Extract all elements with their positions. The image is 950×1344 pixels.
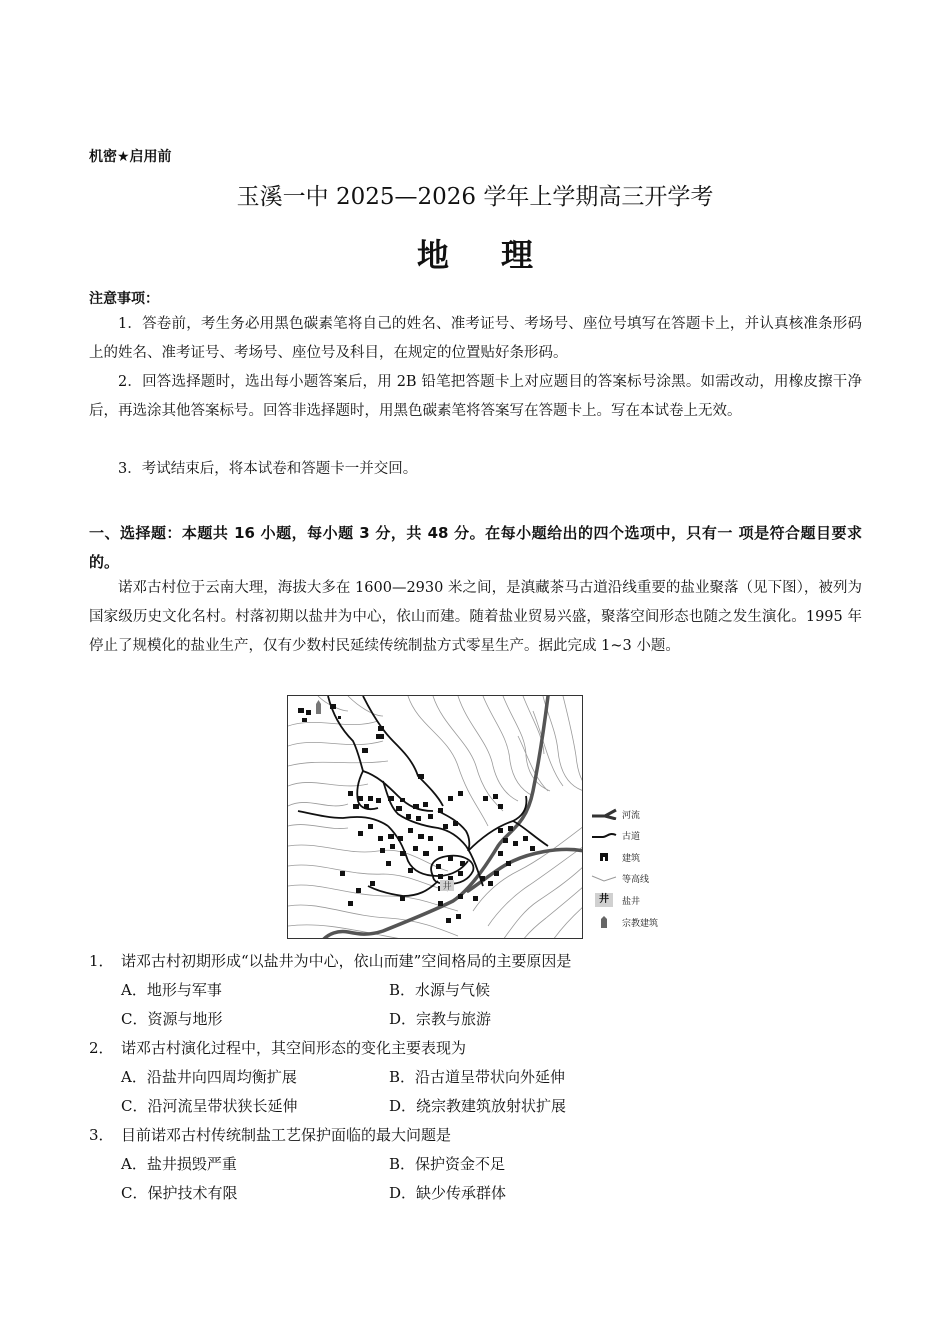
map-drawing	[288, 696, 583, 939]
legend-item-building: 建筑	[590, 848, 640, 866]
contour-line-icon	[590, 873, 618, 883]
notice-item-3: 3．考试结束后，将本试卷和答题卡一并交回。	[118, 461, 418, 477]
legend-item-religious: 宗教建筑	[590, 913, 658, 931]
question-2: 2． 诺邓古村演化过程中，其空间形态的变化主要表现为	[89, 1039, 467, 1057]
passage-text: 诺邓古村位于云南大理，海拔大多在 1600—2930 米之间，是滇藏茶马古道沿线重要的盐业聚落（见下图），被列为国家级历史文化名村。村落初期以盐井为中心，依山而建。随着盐业贸易兴盛，聚落空间形态也随之发生演化。1995 年停止了规模化的盐业生产，仅有少数村民延续传统制盐方式零星生产。据此完成 1~3 小题。	[89, 580, 862, 654]
q2-option-d: D．绕宗教建筑放射状扩展	[389, 1097, 567, 1115]
building-markers	[298, 704, 535, 923]
legend-item-river: 河流	[590, 805, 640, 823]
q2-option-b: B．沿古道呈带状向外延伸	[389, 1068, 566, 1086]
village-map	[287, 695, 583, 939]
question-stem: 目前诺邓古村传统制盐工艺保护面临的最大问题是	[121, 1126, 452, 1144]
legend-item-road: 古道	[590, 826, 640, 844]
q3-option-c: C．保护技术有限	[121, 1184, 238, 1202]
notice-item-1: 1．答卷前，考生务必用黑色碳素笔将自己的姓名、准考证号、考场号、座位号填写在答题卡上，并认真核准条形码上的姓名、准考证号、考场号、座位号及科目，在规定的位置贴好条形码。	[89, 316, 862, 361]
subject-title	[0, 230, 950, 276]
q2-option-c: C．沿河流呈带状狭长延伸	[121, 1097, 298, 1115]
legend-item-salt-well: 井 盐井	[590, 891, 640, 909]
confidential-mark: 机密★启用前	[89, 149, 172, 165]
q3-option-a: A．盐井损毁严重	[121, 1155, 237, 1173]
q1-option-d: D．宗教与旅游	[389, 1010, 492, 1028]
notice-heading: 注意事项：	[89, 291, 159, 307]
subject-char-2: 理	[501, 236, 534, 274]
religious-building-marker	[316, 700, 321, 714]
exam-title: 玉溪一中 2025—2026 学年上学期高三开学考	[236, 184, 714, 210]
legend-item-contour: 等高线	[590, 869, 649, 887]
salt-well-icon: 井	[590, 893, 618, 907]
ancient-road-icon	[590, 830, 618, 840]
question-stem: 诺邓古村演化过程中，其空间形态的变化主要表现为	[121, 1039, 467, 1057]
q2-option-a: A．沿盐井向四周均衡扩展	[121, 1068, 297, 1086]
river-icon	[590, 808, 618, 820]
question-1: 1． 诺邓古村初期形成“以盐井为中心，依山而建”空间格局的主要原因是	[89, 952, 572, 970]
q3-option-b: B．保护资金不足	[389, 1155, 506, 1173]
svg-text:井: 井	[442, 882, 452, 892]
building-icon	[590, 852, 618, 862]
notice-item-2: 2．回答选择题时，选出每小题答案后，用 2B 铅笔把答题卡上对应题目的答案标号涂黑。如需改动，用橡皮擦干净后，再选涂其他答案标号。回答非选择题时，用黑色碳素笔将答案写在答题卡上。写在本试卷上无效。	[89, 374, 862, 419]
section-heading: 一、选择题：本题共 16 小题，每小题 3 分，共 48 分。在每小题给出的四个选项中，只有一 项是符合题目要求的。	[89, 524, 862, 571]
question-3: 3． 目前诺邓古村传统制盐工艺保护面临的最大问题是	[89, 1126, 452, 1144]
q1-option-b: B．水源与气候	[389, 981, 491, 999]
religious-building-icon	[590, 916, 618, 928]
question-stem: 诺邓古村初期形成“以盐井为中心，依山而建”空间格局的主要原因是	[121, 952, 572, 970]
salt-well-marker	[440, 880, 454, 892]
q3-option-d: D．缺少传承群体	[389, 1184, 507, 1202]
q1-option-a: A．地形与军事	[121, 981, 222, 999]
subject-char-1: 地	[416, 236, 449, 274]
q1-option-c: C．资源与地形	[121, 1010, 223, 1028]
